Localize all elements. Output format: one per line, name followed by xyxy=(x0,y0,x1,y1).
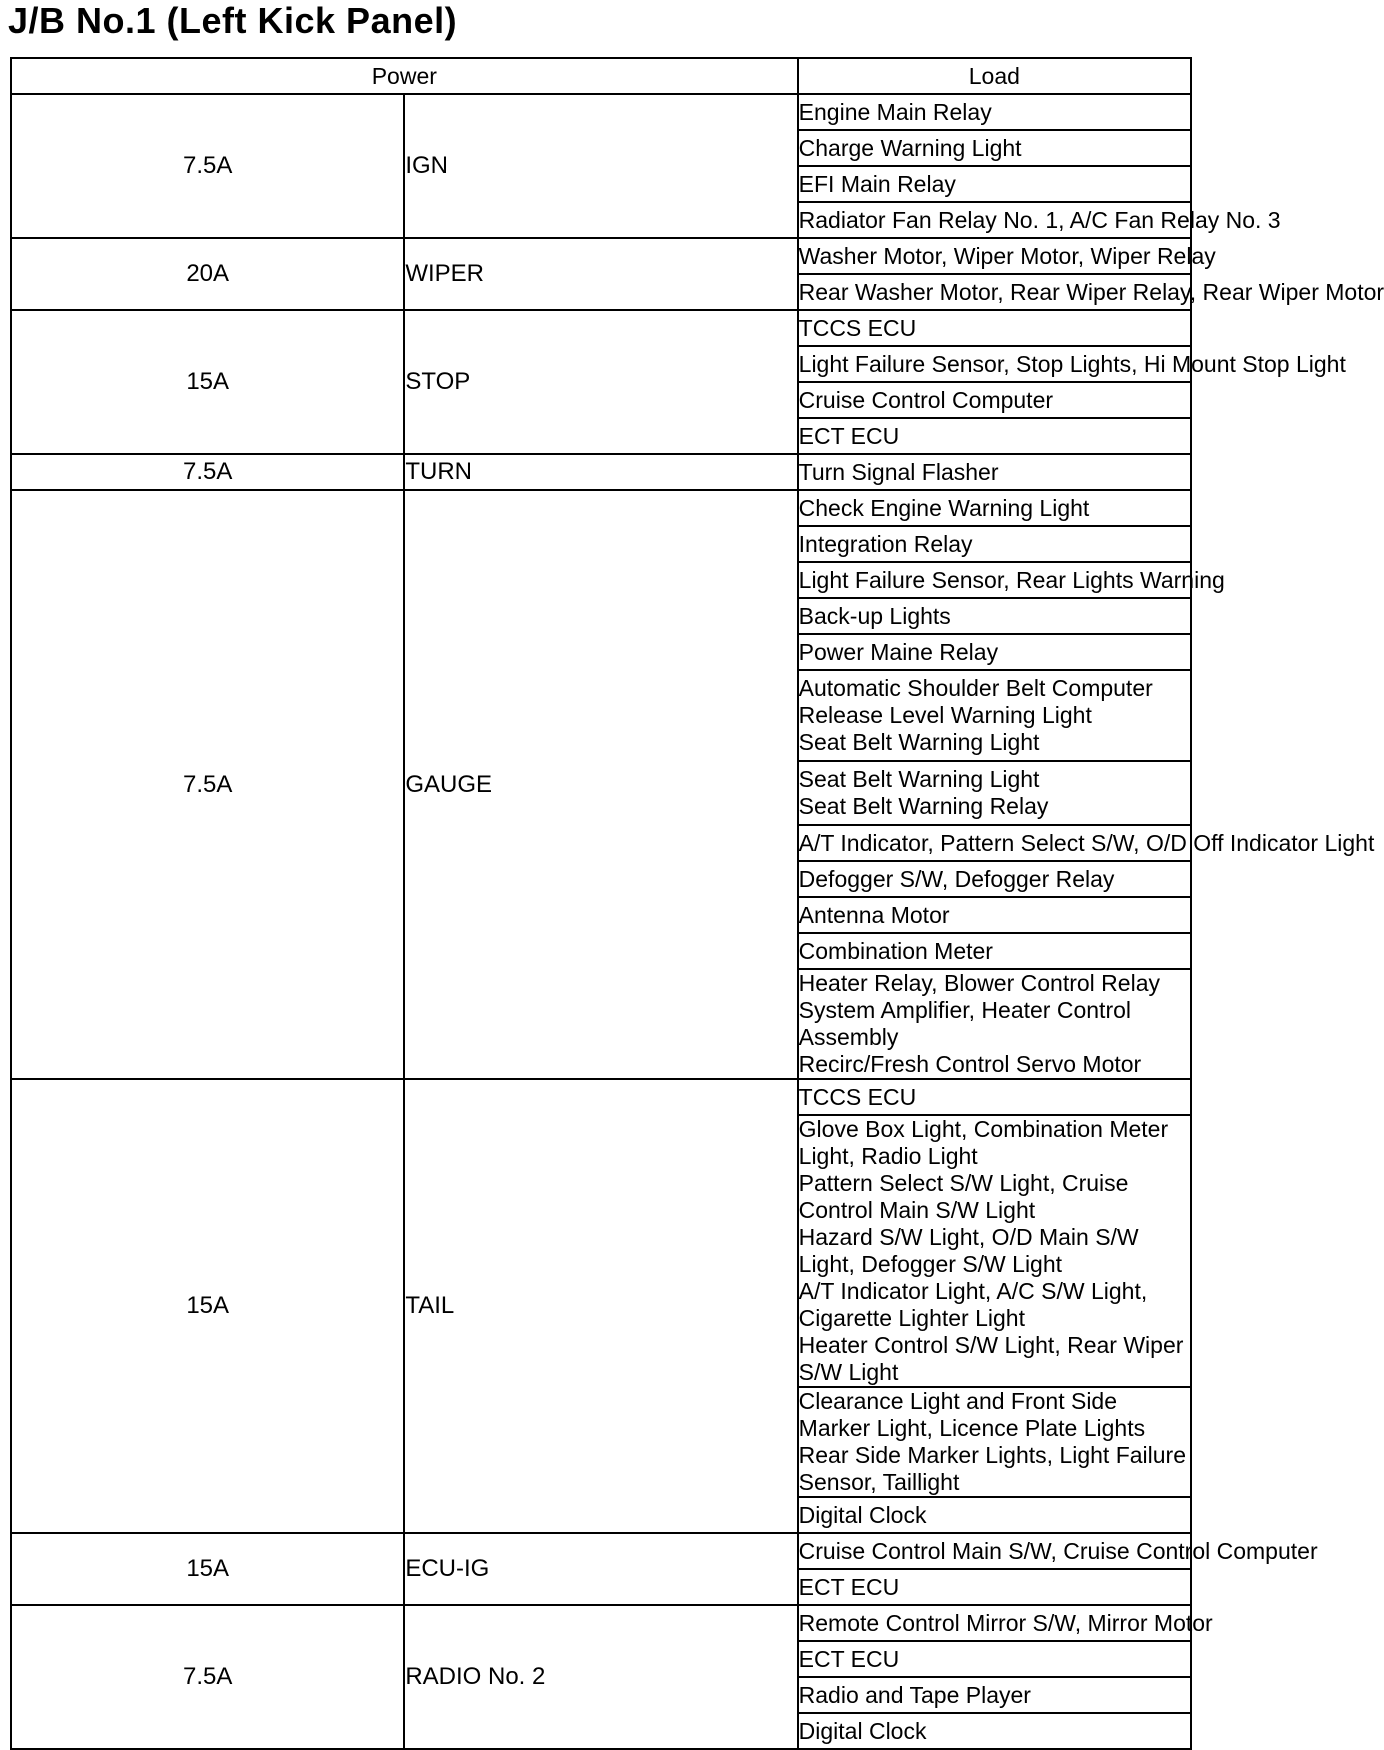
fuse-amperage: 15A xyxy=(11,1079,404,1533)
fuse-table xyxy=(10,57,1384,1750)
load-item: Power Maine Relay xyxy=(798,638,999,665)
load-item: Remote Control Mirror S/W, Mirror Motor xyxy=(798,1609,1213,1636)
load-item: Seat Belt Warning Relay xyxy=(798,793,1049,819)
load-item: Digital Clock xyxy=(798,1717,927,1744)
fuse-amperage: 7.5A xyxy=(11,490,404,1079)
load-item: Light Failure Sensor, Rear Lights Warning xyxy=(798,566,1225,593)
load-cell xyxy=(798,670,1191,761)
load-item: ECT ECU xyxy=(798,1645,900,1672)
load-cell xyxy=(798,382,1191,418)
load-cell xyxy=(798,346,1346,382)
fuse-amperage: 15A xyxy=(11,1533,404,1605)
fuse-circuit-name: RADIO No. 2 xyxy=(404,1605,797,1749)
fuse-row xyxy=(11,1079,1191,1115)
load-item: Heater Relay, Blower Control Relay xyxy=(798,970,1160,996)
fuse-amperage: 15A xyxy=(11,310,404,454)
load-item: Release Level Warning Light xyxy=(798,702,1092,728)
load-cell xyxy=(798,1605,1213,1641)
load-header: Load xyxy=(798,58,1191,94)
load-cell xyxy=(798,1533,1318,1569)
fuse-circuit-name: IGN xyxy=(404,94,797,238)
load-item: Cruise Control Computer xyxy=(798,386,1054,413)
fuse-row xyxy=(11,94,1191,130)
fuse-circuit-name: STOP xyxy=(404,310,797,454)
load-item: Radiator Fan Relay No. 1, A/C Fan Relay No. 3 xyxy=(798,206,1281,233)
load-cell xyxy=(798,490,1191,526)
load-item: Digital Clock xyxy=(798,1501,927,1528)
load-cell xyxy=(798,454,1191,490)
load-item: Automatic Shoulder Belt Computer xyxy=(798,675,1153,701)
load-cell xyxy=(798,274,1384,310)
load-item: EFI Main Relay xyxy=(798,170,956,197)
fuse-circuit-name: ECU-IG xyxy=(404,1533,797,1605)
load-cell xyxy=(798,1677,1191,1713)
load-item: A/T Indicator Light, A/C S/W Light, Cigarette Lighter Light xyxy=(798,1278,1148,1331)
load-cell xyxy=(798,1387,1191,1497)
load-item: ECT ECU xyxy=(798,1573,900,1600)
load-item: Seat Belt Warning Light xyxy=(798,766,1040,792)
load-item: Antenna Motor xyxy=(798,901,950,928)
load-item: ECT ECU xyxy=(798,422,900,449)
load-cell xyxy=(798,1115,1191,1387)
load-cell xyxy=(798,130,1191,166)
fuse-row xyxy=(11,238,1191,274)
load-item: Rear Washer Motor, Rear Wiper Relay, Rear Wiper Motor xyxy=(798,278,1384,305)
load-cell xyxy=(798,166,1191,202)
load-item: Heater Control S/W Light, Rear Wiper S/W Light xyxy=(798,1332,1184,1385)
load-cell xyxy=(798,1079,1191,1115)
load-cell xyxy=(798,969,1191,1079)
fuse-table-body xyxy=(11,94,1384,1749)
fuse-row xyxy=(11,1605,1191,1641)
load-cell xyxy=(798,825,1375,861)
load-cell xyxy=(798,897,1191,933)
load-cell xyxy=(798,1569,1191,1605)
load-cell xyxy=(798,598,1191,634)
fuse-circuit-name: TAIL xyxy=(404,1079,797,1533)
load-item: Clearance Light and Front Side Marker Light, Licence Plate Lights xyxy=(798,1388,1146,1441)
load-cell xyxy=(798,634,1191,670)
load-cell xyxy=(798,861,1191,897)
load-item: TCCS ECU xyxy=(798,314,917,341)
load-item: Integration Relay xyxy=(798,530,973,557)
power-header: Power xyxy=(11,58,798,94)
load-item: Seat Belt Warning Light xyxy=(798,729,1040,755)
load-cell xyxy=(798,761,1191,825)
load-item: Rear Side Marker Lights, Light Failure Sensor, Taillight xyxy=(798,1442,1186,1495)
load-item: Hazard S/W Light, O/D Main S/W Light, Defogger S/W Light xyxy=(798,1224,1139,1277)
load-cell xyxy=(798,526,1191,562)
load-item: A/T Indicator, Pattern Select S/W, O/D Off Indicator Light xyxy=(798,829,1375,856)
load-item: Defogger S/W, Defogger Relay xyxy=(798,865,1115,892)
load-cell xyxy=(798,202,1281,238)
fuse-row xyxy=(11,454,1191,490)
fuse-amperage: 20A xyxy=(11,238,404,310)
fuse-circuit-name: TURN xyxy=(404,454,797,490)
load-item: System Amplifier, Heater Control Assembly xyxy=(798,997,1131,1050)
load-cell xyxy=(798,562,1225,598)
fuse-amperage: 7.5A xyxy=(11,454,404,490)
load-item: Turn Signal Flasher xyxy=(798,458,999,485)
load-cell xyxy=(798,1497,1191,1533)
load-item: Radio and Tape Player xyxy=(798,1681,1031,1708)
load-item: Glove Box Light, Combination Meter Light, Radio Light xyxy=(798,1116,1169,1169)
load-item: TCCS ECU xyxy=(798,1083,917,1110)
load-cell xyxy=(798,94,1191,130)
load-cell xyxy=(798,418,1191,454)
header-row xyxy=(11,58,1191,94)
fuse-amperage: 7.5A xyxy=(11,94,404,238)
load-item: Check Engine Warning Light xyxy=(798,494,1090,521)
fuse-row xyxy=(11,490,1191,526)
fuse-circuit-name: WIPER xyxy=(404,238,797,310)
load-cell xyxy=(798,1641,1191,1677)
fuse-row xyxy=(11,310,1191,346)
load-item: Light Failure Sensor, Stop Lights, Hi Mount Stop Light xyxy=(798,350,1346,377)
load-item: Back-up Lights xyxy=(798,602,951,629)
page-title: J/B No.1 (Left Kick Panel) xyxy=(8,0,458,41)
load-item: Pattern Select S/W Light, Cruise Control Main S/W Light xyxy=(798,1170,1129,1223)
load-item: Recirc/Fresh Control Servo Motor xyxy=(798,1051,1142,1077)
load-item: Engine Main Relay xyxy=(798,98,992,125)
load-item: Cruise Control Main S/W, Cruise Control Computer xyxy=(798,1537,1318,1564)
load-item: Combination Meter xyxy=(798,937,993,964)
load-cell xyxy=(798,933,1191,969)
load-cell xyxy=(798,310,1191,346)
load-item: Washer Motor, Wiper Motor, Wiper Relay xyxy=(798,242,1216,269)
load-cell xyxy=(798,238,1216,274)
load-cell xyxy=(798,1713,1191,1749)
fuse-amperage: 7.5A xyxy=(11,1605,404,1749)
fuse-circuit-name: GAUGE xyxy=(404,490,797,1079)
load-item: Charge Warning Light xyxy=(798,134,1022,161)
fuse-row xyxy=(11,1533,1191,1569)
